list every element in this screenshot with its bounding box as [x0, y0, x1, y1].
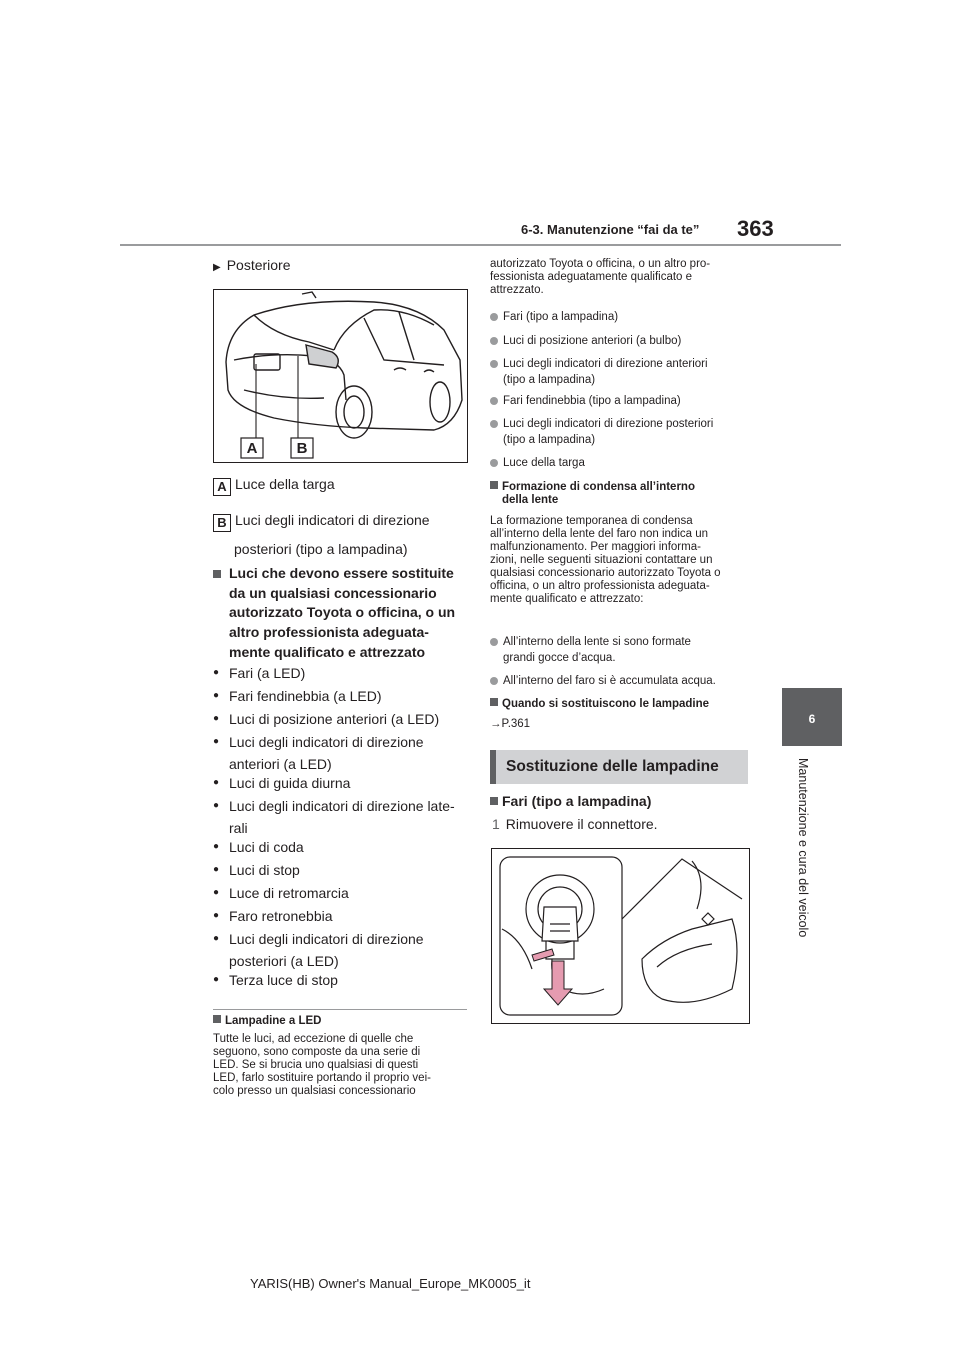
paragraph-line: LED, farlo sostituire portando il proprio vei-	[213, 1072, 431, 1084]
chapter-number: 6	[808, 712, 816, 726]
chapter-side-label-text: Manutenzione e cura del veicolo	[796, 758, 810, 938]
list-item	[490, 673, 763, 689]
legend-key-b: B	[213, 514, 231, 532]
list-item-text: All’interno della lente si sono formate	[503, 636, 691, 648]
step-1	[492, 814, 658, 834]
list-item-text: Faro retronebbia	[229, 908, 333, 924]
legend-key-a: A	[213, 478, 231, 496]
list-item-text: ● Luci degli indicatori di direzione	[229, 734, 424, 750]
replacement-heading-line: da un qualsiasi concessionario	[229, 584, 437, 601]
list-item	[213, 969, 338, 991]
replacement-heading-line: Luci che devono essere sostituite	[229, 565, 454, 581]
list-item-text: Fari fendinebbia (tipo a lampadina)	[503, 395, 681, 407]
list-item-text: Luce della targa	[503, 457, 585, 469]
paragraph-line: colo presso un qualsiasi concessionario	[213, 1085, 416, 1097]
list-item	[213, 882, 349, 904]
paragraph-line: attrezzato.	[490, 284, 544, 296]
paragraph-line: seguono, sono composte da una serie di	[213, 1046, 421, 1058]
condensa-heading-line: della lente	[502, 494, 559, 506]
list-item-text: (tipo a lampadina)	[503, 374, 596, 386]
paragraph-line: officina, o un altro professionista adeguata-	[490, 580, 710, 592]
list-item	[213, 731, 424, 775]
list-item-text: grandi gocce d’acqua.	[503, 652, 616, 664]
list-item-text: ● Luci degli indicatori di direzione late-	[229, 798, 455, 814]
legend-item-a	[213, 474, 335, 496]
paragraph-line: LED. Se si brucia uno qualsiasi di questi	[213, 1059, 419, 1071]
list-item-text: Luci di posizione anteriori (a LED)	[229, 711, 440, 727]
paragraph-line: zioni, nelle seguenti situazioni contattare un	[490, 554, 713, 566]
square-bullet-icon	[213, 1015, 221, 1023]
list-item-text: Luci di stop	[229, 862, 300, 878]
paragraph-line: mente qualificato e attrezzato:	[490, 593, 644, 605]
paragraph-line: fessionista adeguatamente qualificato e	[490, 271, 693, 283]
list-item-text: Luci degli indicatori di direzione anteriori	[503, 358, 708, 370]
replacement-heading-line: autorizzato Toyota o officina, o un	[229, 604, 456, 621]
led-heading	[213, 1015, 322, 1028]
replacement-heading-line: altro professionista adeguata-	[229, 624, 429, 641]
list-item	[213, 662, 305, 684]
page-reference-link[interactable]: →P.361	[490, 718, 531, 730]
page-number: 363	[737, 216, 774, 241]
paragraph-line: autorizzato Toyota o officina, o un altro pro-	[490, 258, 711, 270]
paragraph-line: malfunzionamento. Per maggiori informa-	[490, 541, 701, 553]
list-item	[490, 455, 763, 471]
triangle-icon: ▶	[213, 262, 221, 273]
list-item	[490, 393, 763, 409]
headlight-drawing	[492, 849, 749, 1023]
fari-heading	[490, 791, 651, 811]
fari-heading-text: Fari (tipo a lampadina)	[502, 793, 652, 809]
list-item-text: Fari (a LED)	[229, 665, 306, 681]
list-item-text: posteriori (a LED)	[229, 953, 339, 969]
legend-text-b-cont: posteriori (tipo a lampadina)	[234, 541, 408, 557]
list-item-text: Fari (tipo a lampadina)	[503, 311, 619, 323]
square-bullet-icon	[213, 570, 221, 578]
list-item	[490, 356, 763, 388]
header-rule	[120, 244, 841, 246]
paragraph-line: all’interno della lente del faro non indica un	[490, 528, 709, 540]
square-bullet-icon	[490, 481, 498, 489]
rear-car-drawing	[214, 290, 467, 462]
rear-subheading	[213, 255, 291, 278]
square-bullet-icon	[490, 797, 498, 805]
list-item	[490, 309, 763, 325]
condensa-paragraph	[490, 515, 752, 606]
led-paragraph	[213, 1033, 473, 1098]
figure-label-a: A	[246, 440, 258, 457]
list-item-text: Fari fendinebbia (a LED)	[229, 688, 382, 704]
list-item	[213, 795, 455, 839]
list-item-text: Luce di retromarcia	[229, 885, 349, 901]
list-item-text: Luci di guida diurna	[229, 775, 351, 791]
list-item	[213, 836, 304, 858]
list-item	[490, 634, 763, 666]
list-item-text: rali	[229, 820, 248, 836]
chapter-tab	[782, 688, 842, 746]
condensa-heading	[490, 481, 695, 507]
condensa-heading-line: Formazione di condensa all’interno	[502, 481, 695, 493]
paragraph-line: Tutte le luci, ad eccezione di quelle che	[213, 1033, 414, 1045]
led-heading-text: Lampadine a LED	[225, 1015, 322, 1027]
list-item-text: Luci di coda	[229, 839, 304, 855]
replacement-heading	[213, 564, 455, 663]
section-banner-title: Sostituzione delle lampadine	[506, 758, 719, 775]
paragraph-line: qualsiasi concessionario autorizzato Toyota o	[490, 567, 721, 579]
chapter-side-label	[758, 758, 832, 1018]
quando-heading-text: Quando si sostituiscono le lampadine	[502, 698, 710, 710]
list-item-text: Luci di posizione anteriori (a bulbo)	[503, 335, 682, 347]
list-item	[213, 685, 382, 707]
rear-car-illustration	[213, 289, 468, 463]
list-item	[213, 928, 424, 972]
list-item	[490, 333, 763, 349]
list-item-text: Luci degli indicatori di direzione posteriori	[503, 418, 714, 430]
list-item-text: (tipo a lampadina)	[503, 434, 596, 446]
list-item-text: anteriori (a LED)	[229, 756, 332, 772]
square-bullet-icon	[490, 698, 498, 706]
headlight-connector-illustration	[491, 848, 750, 1024]
section-title: 6-3. Manutenzione “fai da te”	[521, 222, 700, 237]
section-banner	[490, 750, 748, 784]
list-item-text: All’interno del faro si è accumulata acqua.	[503, 675, 716, 687]
list-item-text: ● Luci degli indicatori di direzione	[229, 931, 424, 947]
quando-heading	[490, 698, 709, 711]
step-text: Rimuovere il connettore.	[505, 816, 658, 832]
list-item	[213, 905, 333, 927]
list-item	[213, 772, 350, 794]
list-item	[213, 859, 300, 881]
rear-subheading-text: Posteriore	[226, 257, 291, 273]
replacement-heading-line: mente qualificato e attrezzato	[229, 643, 426, 660]
section-divider	[213, 1009, 467, 1010]
paragraph-line: La formazione temporanea di condensa	[490, 515, 693, 527]
continuation-paragraph	[490, 258, 752, 297]
legend-item-b	[213, 510, 430, 532]
list-item	[213, 708, 439, 730]
list-item-text: Terza luce di stop	[229, 972, 338, 988]
figure-label-b: B	[296, 440, 308, 457]
manual-footer: YARIS(HB) Owner's Manual_Europe_MK0005_it	[250, 1276, 531, 1291]
step-number: 1	[492, 816, 500, 832]
list-item	[490, 416, 763, 448]
legend-text-a: Luce della targa	[235, 476, 335, 492]
legend-text-b: Luci degli indicatori di direzione	[235, 512, 430, 528]
